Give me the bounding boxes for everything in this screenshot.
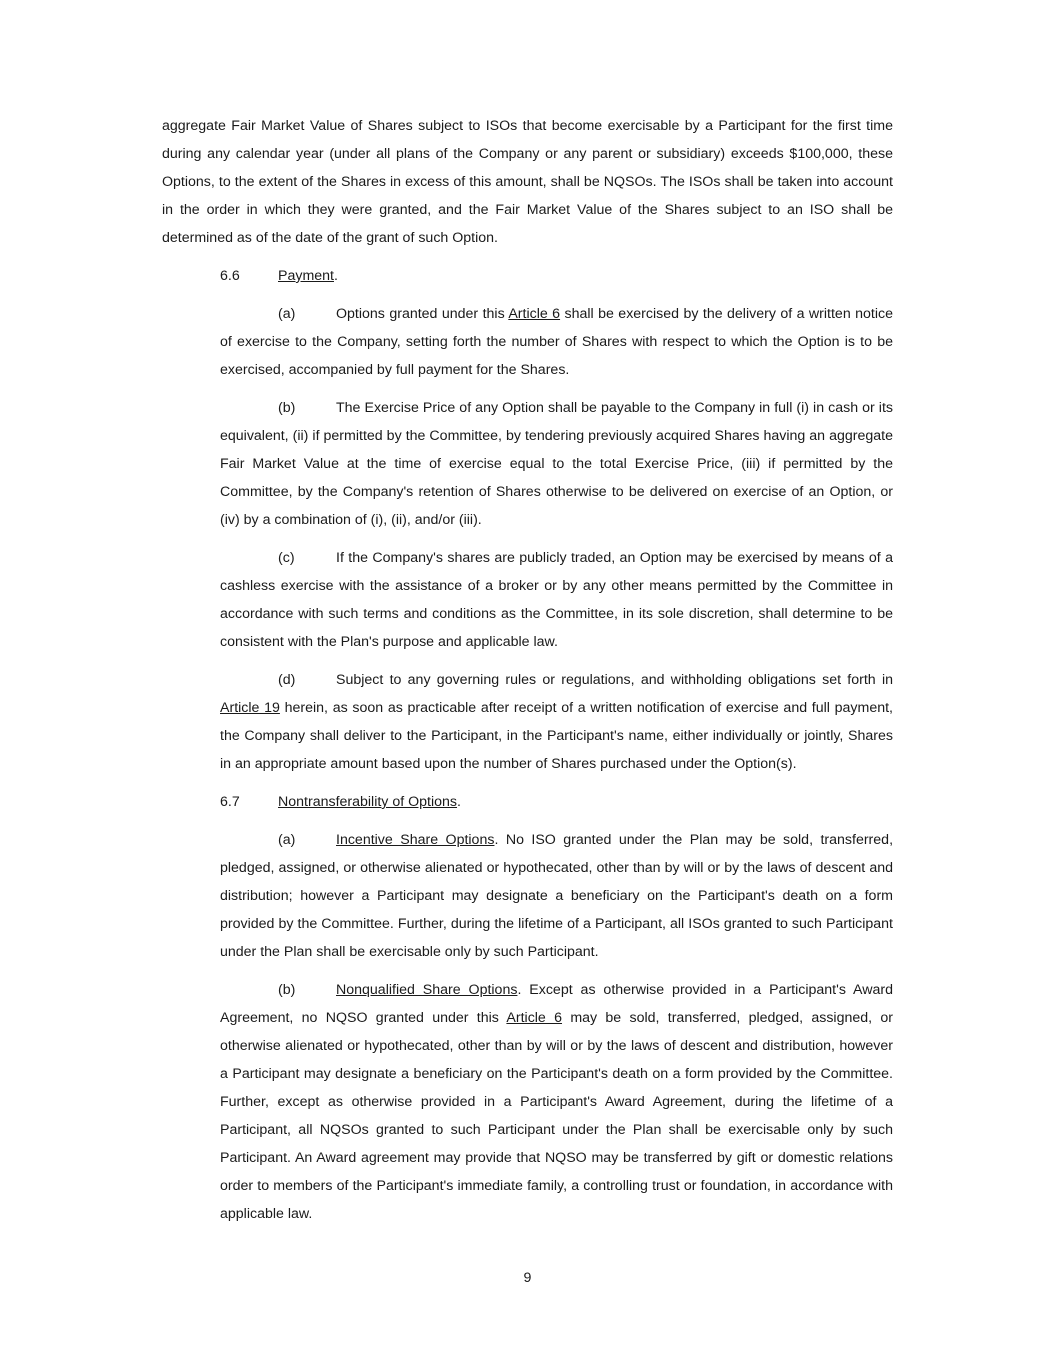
paragraph-label: (c) [278, 550, 295, 566]
paragraph-label: (a) [278, 306, 296, 322]
section-number: 6.6 [220, 268, 240, 284]
page-number: 9 [523, 1270, 532, 1286]
section-title: Payment [278, 268, 334, 284]
paragraph-label: (d) [278, 672, 296, 688]
paragraph-label: (b) [278, 400, 296, 416]
paragraph-heading: Nonqualified Share Options [336, 982, 518, 998]
section-number: 6.7 [220, 794, 240, 810]
paragraph-label: (a) [278, 832, 296, 848]
paragraph-6-6-c: (c) If the Company's shares are publicly traded, an Option may be exercised by means of a cashless exercise with the assistance of a broker or by any other means permitted by the Committee in accordance with such terms and conditions as the Committee, in its sole discretion, shall determine to be consistent with the Plan's purpose and applicable law. [220, 544, 893, 656]
page-body [162, 112, 893, 1228]
article-reference-link: Article 6 [508, 306, 561, 322]
paragraph-heading: Incentive Share Options [336, 832, 495, 848]
section-title: Nontransferability of Options [278, 794, 458, 810]
intro-paragraph: aggregate Fair Market Value of Shares subject to ISOs that become exercisable by a Participant for the first time during any calendar year (under all plans of the Company or any parent or subsidiary) exceeds $100,000, these Options, to the extent of the Shares in excess of this amount, shall be NQSOs. The ISOs shall be taken into account in the order in which they were granted, and the Fair Market Value of the Shares subject to an ISO shall be determined as of the date of the grant of such Option. [162, 118, 893, 246]
paragraph-6-6-d: (d) Subject to any governing rules or regulations, and withholding obligations set forth in Article 19 herein, as soon as practicable after receipt of a written notification of exercise and full payment, the Company shall deliver to the Participant, in the Participant's name, either individually or jointly, Shares in an appropriate amount based upon the number of Shares purchased under the Option(s). [220, 666, 893, 778]
paragraph-6-6-a: (a) Options granted under this Article 6 shall be exercised by the delivery of a written notice of exercise to the Company, setting forth the number of Shares with respect to which the Option is to be exercised, accompanied by full payment for the Shares. [220, 300, 893, 384]
section-6-6-heading: 6.6 Payment. [220, 262, 893, 290]
paragraph-6-7-a: (a) Incentive Share Options. No ISO granted under the Plan may be sold, transferred, pledged, assigned, or otherwise alienated or hypothecated, other than by will or by the laws of descent and distribution; however a Participant may designate a beneficiary on the Participant's death on a form provided by the Committee. Further, during the lifetime of a Participant, all ISOs granted to such Participant under the Plan shall be exercisable only by such Participant. [220, 826, 893, 966]
paragraph-6-7-b: (b) Nonqualified Share Options. Except as otherwise provided in a Participant's Award Agreement, no NQSO granted under this Article 6 may be sold, transferred, pledged, assigned, or otherwise alienated or hypothecated, other than by will or by the laws of descent and distribution, however a Participant may designate a beneficiary on the Participant's death on a form provided by the Committee. Further, except as otherwise provided in a Participant's Award Agreement, during the lifetime of a Participant, all NQSOs granted to such Participant under the Plan shall be exercisable only by such Participant. An Award agreement may provide that NQSO may be transferred by gift or domestic relations order to members of the Participant's immediate family, a controlling trust or foundation, in accordance with applicable law. [220, 976, 893, 1228]
paragraph-label: (b) [278, 982, 296, 998]
article-reference-link: Article 6 [506, 1010, 563, 1026]
paragraph-6-6-b: (b) The Exercise Price of any Option shall be payable to the Company in full (i) in cash or its equivalent, (ii) if permitted by the Committee, by tendering previously acquired Shares having an aggregate Fair Market Value at the time of exercise equal to the total Exercise Price, (iii) if permitted by the Committee, by the Company's retention of Shares otherwise to be delivered on exercise of an Option, or (iv) by a combination of (i), (ii), and/or (iii). [220, 394, 893, 534]
section-6-7-heading: 6.7 Nontransferability of Options. [220, 788, 893, 816]
article-reference-link: Article 19 [220, 700, 280, 716]
